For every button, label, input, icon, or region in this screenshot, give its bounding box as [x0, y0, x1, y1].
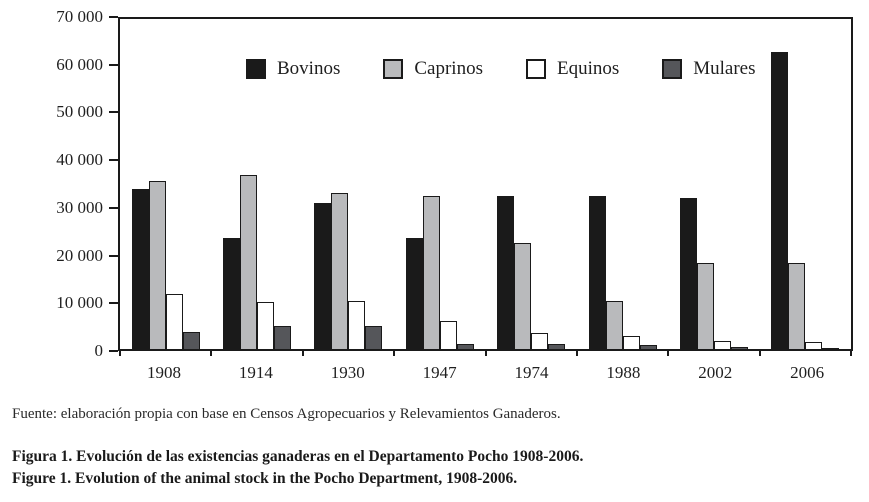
bar-group-1974 — [486, 19, 577, 349]
bar-mulares-2006 — [822, 348, 839, 349]
bar-group-2006 — [760, 19, 851, 349]
bar-bovinos-2002 — [680, 198, 697, 349]
caption-spanish: Figura 1. Evolución de las existencias ganaderas en el Departamento Pocho 1908-2006. — [12, 448, 584, 465]
bar-caprinos-1988 — [606, 301, 623, 349]
x-axis-label-1974: 1974 — [514, 363, 549, 382]
bar-caprinos-2002 — [697, 263, 714, 349]
x-axis-label-1988: 1988 — [606, 363, 641, 382]
bar-equinos-2006 — [805, 342, 822, 349]
bar-mulares-1947 — [457, 344, 474, 349]
y-axis-tick — [109, 16, 118, 18]
bar-caprinos-1947 — [423, 196, 440, 349]
bar-group-1908 — [120, 19, 211, 349]
legend-label: Bovinos — [277, 58, 341, 79]
bar-groups — [120, 19, 851, 349]
bar-mulares-1914 — [274, 326, 291, 349]
x-axis-tick — [667, 349, 669, 356]
bar-bovinos-1908 — [132, 189, 149, 349]
y-axis-tick — [109, 350, 118, 352]
bar-mulares-1988 — [640, 345, 657, 349]
x-axis-label-1930: 1930 — [330, 363, 365, 382]
bar-group-1988 — [577, 19, 668, 349]
bar-equinos-2002 — [714, 341, 731, 349]
y-axis-tick-label: 60 000 — [56, 54, 103, 74]
y-axis-tick — [109, 111, 118, 113]
bar-bovinos-1974 — [497, 196, 514, 349]
x-axis-label-2002: 2002 — [698, 363, 733, 382]
x-axis-label-1908: 1908 — [146, 363, 181, 382]
x-axis-label-1947: 1947 — [422, 363, 457, 382]
bar-equinos-1930 — [348, 301, 365, 349]
source-note: Fuente: elaboración propia con base en Censos Agropecuarios y Relevamientos Ganaderos. — [12, 406, 561, 422]
plot-area — [118, 17, 853, 351]
x-axis-labels — [118, 360, 853, 386]
bar-group-1914 — [211, 19, 302, 349]
bar-bovinos-1930 — [314, 203, 331, 349]
y-axis-tick — [109, 207, 118, 209]
bar-caprinos-1908 — [149, 181, 166, 349]
x-axis-tick — [850, 349, 852, 356]
x-axis-label-2006: 2006 — [790, 363, 825, 382]
legend-label: Caprinos — [414, 58, 483, 79]
y-axis — [0, 7, 118, 360]
caption-english: Figure 1. Evolution of the animal stock in the Pocho Department, 1908-2006. — [12, 470, 518, 487]
legend-label: Mulares — [693, 58, 756, 79]
bar-equinos-1947 — [440, 321, 457, 349]
bar-bovinos-1947 — [406, 238, 423, 349]
bar-group-1930 — [303, 19, 394, 349]
bar-bovinos-1914 — [223, 238, 240, 349]
bar-group-1947 — [394, 19, 485, 349]
x-axis-tick — [119, 349, 121, 356]
y-axis-tick-label: 20 000 — [56, 245, 103, 265]
bar-caprinos-1914 — [240, 175, 257, 349]
y-axis-tick-label: 50 000 — [56, 102, 103, 122]
bar-bovinos-1988 — [589, 196, 606, 349]
bar-equinos-1988 — [623, 336, 640, 349]
bar-group-2002 — [668, 19, 759, 349]
y-axis-tick-label: 70 000 — [56, 7, 103, 26]
y-axis-tick — [109, 302, 118, 304]
x-axis-tick — [759, 349, 761, 356]
x-axis-label-1914: 1914 — [238, 363, 273, 382]
bar-mulares-1908 — [183, 332, 200, 349]
bar-mulares-1930 — [365, 326, 382, 349]
bar-caprinos-1974 — [514, 243, 531, 349]
bar-mulares-1974 — [548, 344, 565, 349]
bar-equinos-1908 — [166, 294, 183, 349]
x-axis-tick — [302, 349, 304, 356]
bar-mulares-2002 — [731, 347, 748, 349]
y-axis-tick-label: 0 — [94, 341, 103, 360]
y-axis-tick — [109, 64, 118, 66]
bar-equinos-1914 — [257, 302, 274, 349]
bar-caprinos-1930 — [331, 193, 348, 350]
bar-equinos-1974 — [531, 333, 548, 350]
x-axis-tick — [393, 349, 395, 356]
x-axis-tick — [210, 349, 212, 356]
y-axis-tick — [109, 159, 118, 161]
y-axis-tick-label: 30 000 — [56, 197, 103, 217]
x-axis-tick — [485, 349, 487, 356]
y-axis-tick-label: 10 000 — [56, 293, 103, 313]
y-axis-tick-label: 40 000 — [56, 150, 103, 170]
bar-caprinos-2006 — [788, 263, 805, 349]
legend-label: Equinos — [556, 58, 620, 79]
bar-bovinos-2006 — [771, 52, 788, 349]
y-axis-tick — [109, 255, 118, 257]
x-axis-tick — [576, 349, 578, 356]
